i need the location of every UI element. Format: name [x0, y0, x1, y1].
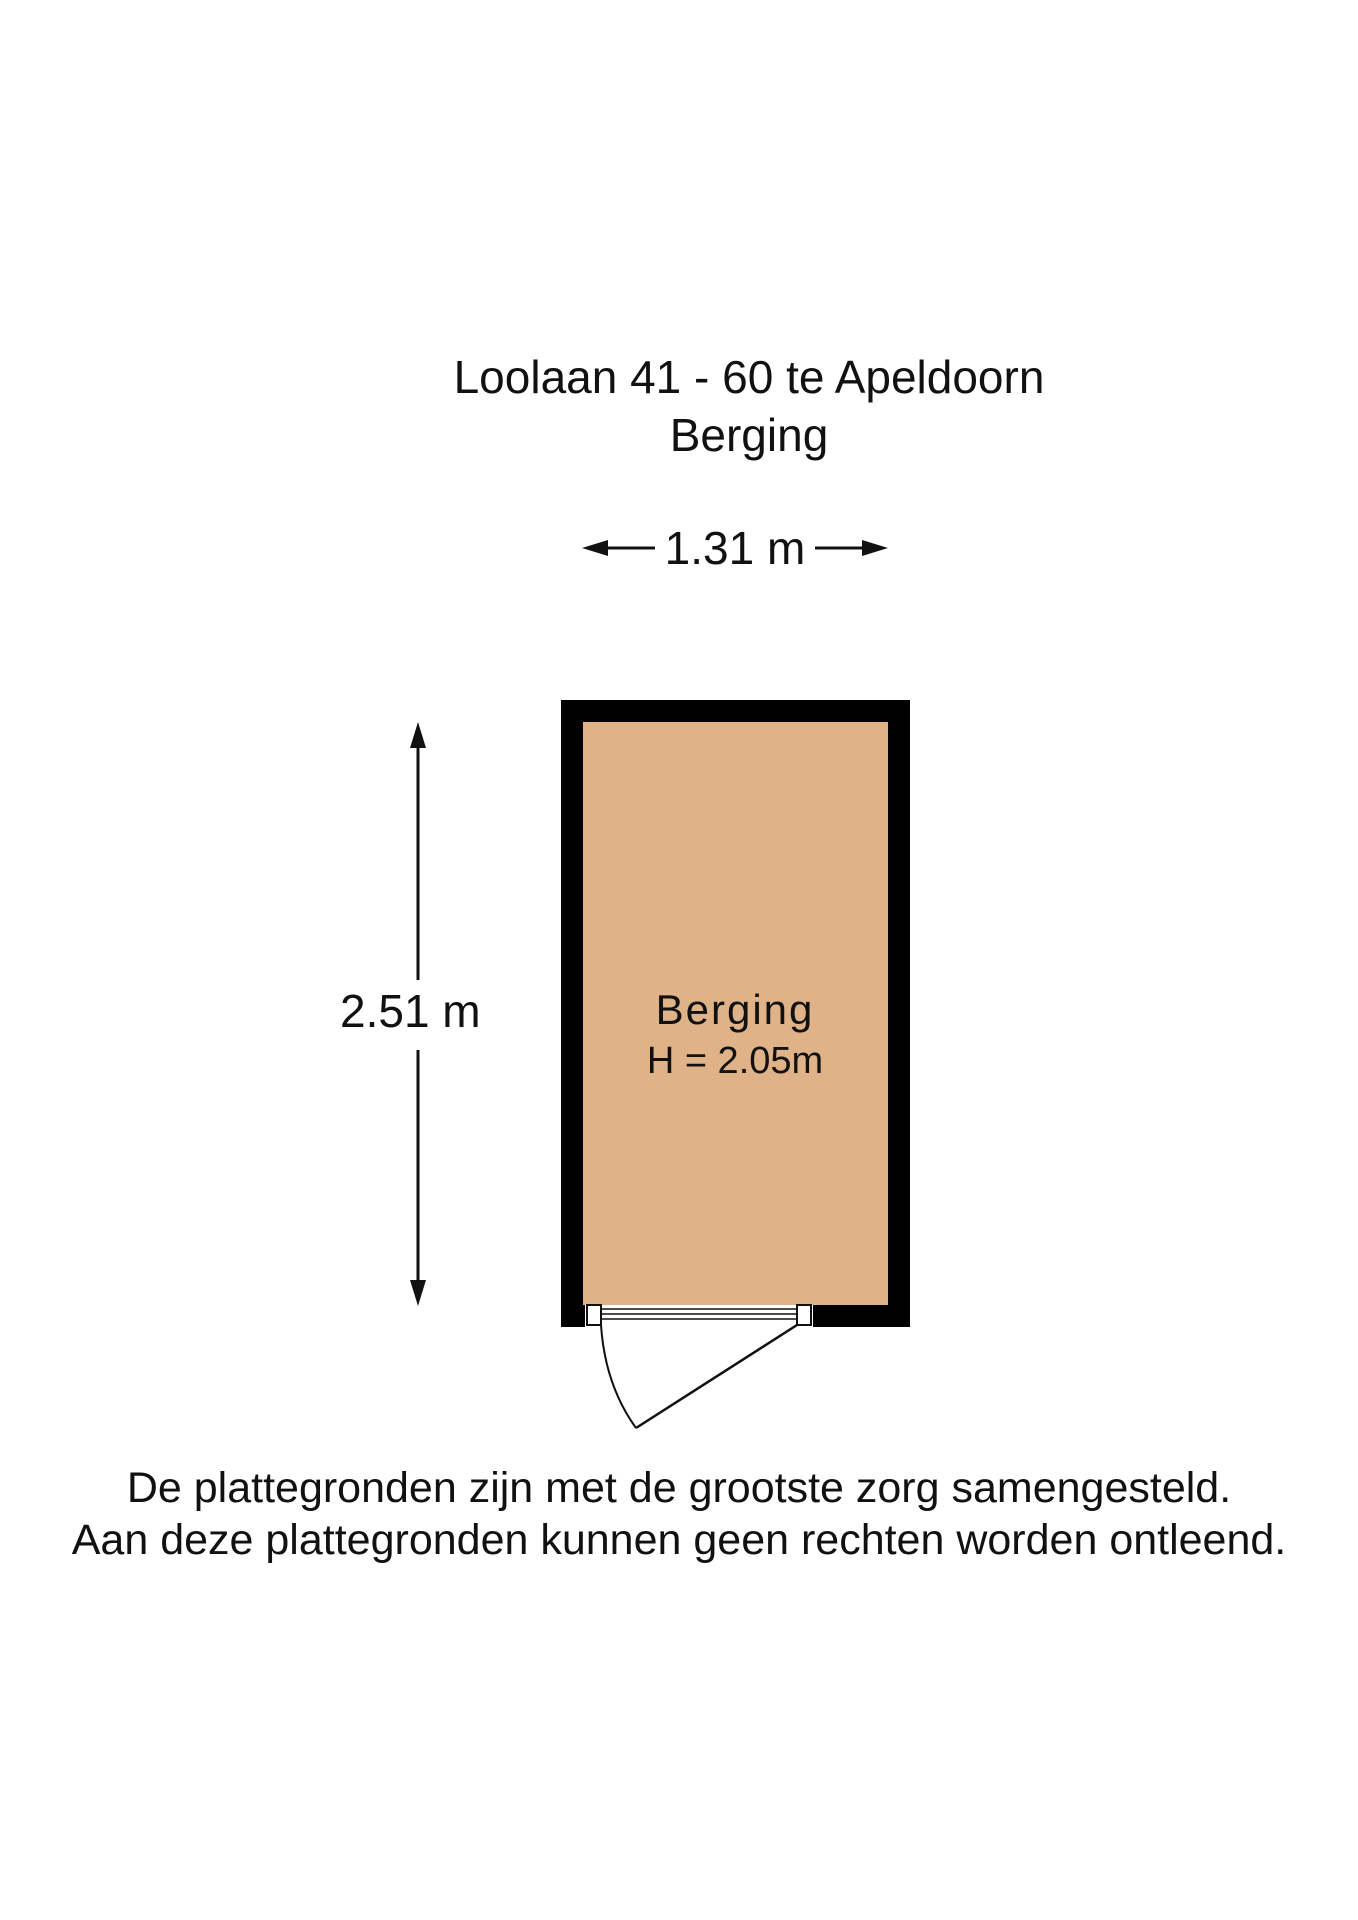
door-jamb-left [587, 1305, 601, 1325]
address-title: Loolaan 41 - 60 te Apeldoorn [453, 351, 1045, 403]
width-dimension-label: 1.31 m [664, 522, 806, 574]
depth-dimension-label: 2.51 m [340, 985, 481, 1037]
disclaimer-line-1: De plattegronden zijn met de grootste zorg samengesteld. [126, 1464, 1232, 1512]
arrow-down-head [410, 1280, 426, 1306]
room-name: Berging [655, 986, 815, 1033]
door-jamb-right [797, 1305, 811, 1325]
door-icon [585, 1305, 813, 1428]
door-leaf [636, 1325, 797, 1428]
room-height: H = 2.05m [646, 1040, 824, 1082]
disclaimer [0, 1462, 1358, 1566]
disclaimer-line-2: Aan deze plattegronden kunnen geen rechten worden ontleend. [71, 1516, 1287, 1564]
arrow-up-head [410, 722, 426, 748]
width-dimension-label-wrap [580, 520, 890, 576]
door-swing-arc [601, 1325, 636, 1428]
floor-title: Berging [669, 409, 829, 461]
